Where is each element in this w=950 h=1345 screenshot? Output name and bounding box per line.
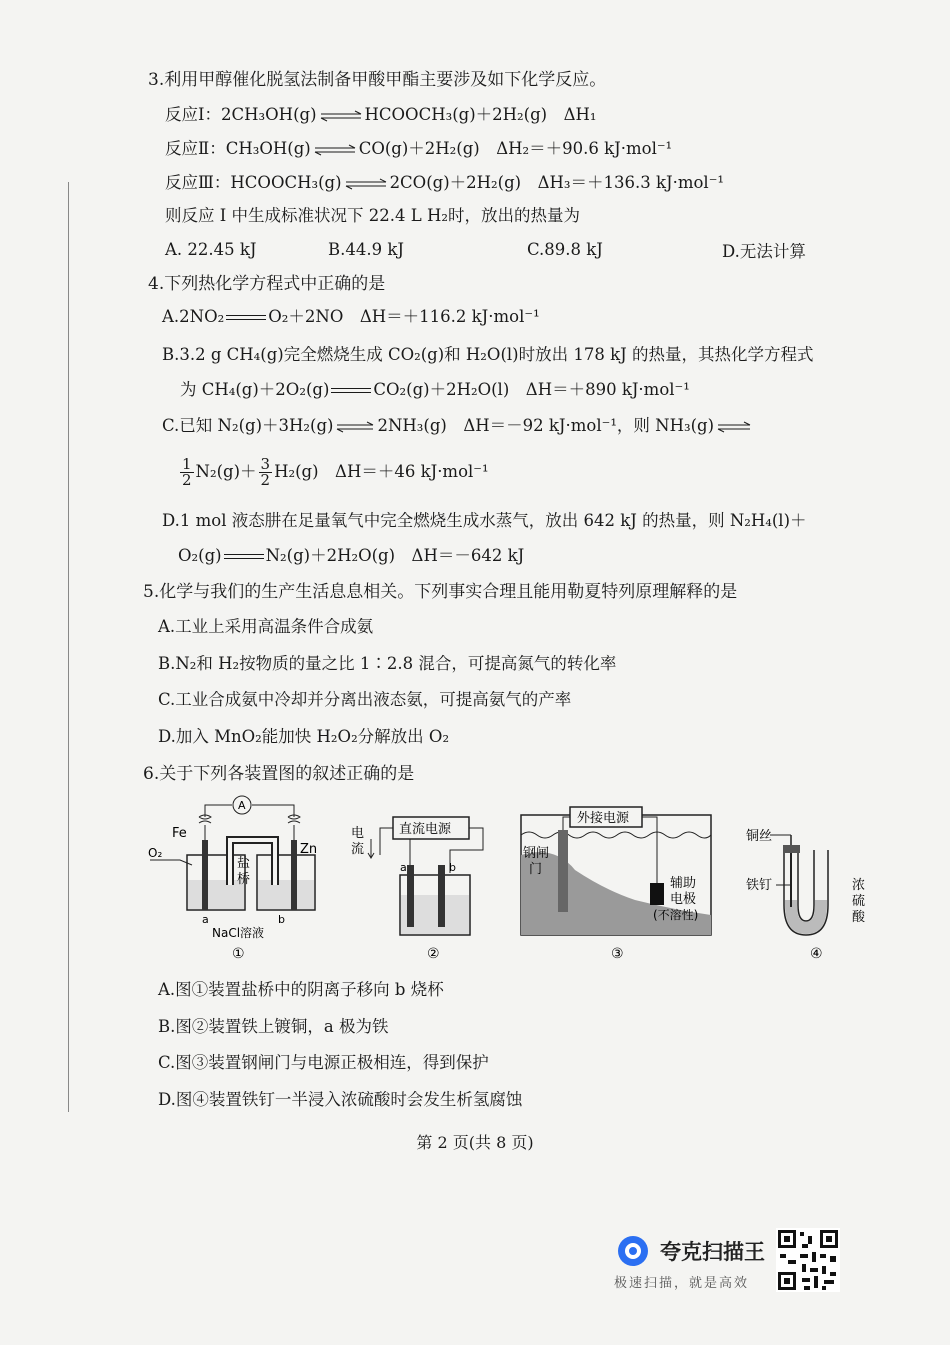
q6-option-b: B.图②装置铁上镀铜，a 极为铁: [158, 1017, 389, 1036]
q6-title: 6.关于下列各装置图的叙述正确的是: [143, 764, 415, 784]
equals-sign-icon: [224, 552, 264, 562]
acid-label-1: 浓: [852, 878, 866, 893]
figure-4-utube: [740, 795, 880, 965]
dc-source-label: 直流电源: [399, 822, 452, 837]
q3-reaction-1: 反应Ⅰ：2CH₃OH(g) HCOOCH₃(g)＋2H₂(g) ΔH₁: [165, 105, 597, 124]
figure-2-caption: ②: [427, 946, 440, 962]
iron-nail-label: 铁钉: [746, 878, 773, 893]
zn-label: Zn: [300, 842, 318, 857]
page-footer: 第 2 页(共 8 页): [416, 1133, 534, 1152]
q3-option-d: D.无法计算: [722, 242, 806, 261]
q4-option-b-line1: B.3.2 g CH₄(g)完全燃烧生成 CO₂(g)和 H₂O(l)时放出 178 kJ 的热量，其热化学方程式: [162, 345, 814, 364]
q4-option-d-line2: O₂(g) N₂(g)＋2H₂O(g) ΔH＝－642 kJ: [178, 546, 525, 565]
q4-title: 4.下列热化学方程式中正确的是: [148, 274, 386, 294]
acid-label-2: 硫: [852, 894, 866, 909]
salt-bridge-label-2: 桥: [237, 872, 251, 887]
electrode-b-label: b: [449, 861, 456, 874]
current-label-1: 电: [351, 826, 365, 841]
gate-label-2: 门: [529, 862, 543, 877]
reversible-arrow-icon: [335, 421, 375, 433]
figure-3-caption: ③: [611, 946, 624, 962]
equals-sign-icon: [226, 313, 266, 323]
q3-reaction-2: 反应Ⅱ：CH₃OH(g) CO(g)＋2H₂(g) ΔH₂＝＋90.6 kJ·mol⁻¹: [165, 139, 673, 158]
q3-option-b: B.44.9 kJ: [328, 240, 404, 259]
q5-option-c: C.工业合成氨中冷却并分离出液态氨，可提高氨气的产率: [158, 690, 572, 709]
reversible-arrow-icon: [313, 144, 357, 156]
salt-bridge-label-1: 盐: [237, 856, 251, 871]
watermark-slogan: 极速扫描，就是高效: [614, 1276, 750, 1291]
solution-label: NaCl溶液: [212, 926, 265, 940]
o2-label: O₂: [148, 846, 163, 860]
figure-3-sacrificial-protection: [515, 795, 715, 965]
q4-option-c-line2: $\frac{1}{2}$ N₂(g)＋ $\frac{3}{2}$ H₂(g) ΔH＝＋46 kJ·mol⁻¹: [182, 455, 489, 489]
figure-4-caption: ④: [810, 946, 823, 962]
q4-option-b-line2: 为 CH₄(g)＋2O₂(g) CO₂(g)＋2H₂O(l) ΔH＝＋890 kJ·mol⁻¹: [180, 380, 690, 399]
equals-sign-icon: [331, 386, 371, 396]
gate-label-1: 钢闸: [523, 846, 550, 861]
fe-label: Fe: [172, 826, 187, 841]
copper-wire-label: 铜丝: [746, 829, 773, 844]
watermark-name: 夸克扫描王: [660, 1240, 765, 1264]
q5-title: 5.化学与我们的生产生活息息相关。下列事实合理且能用勒夏特列原理解释的是: [143, 582, 738, 602]
electrode-a-label: a: [400, 861, 407, 874]
electrode-a-label: a: [202, 913, 209, 926]
q3-stem: 则反应 Ⅰ 中生成标准状况下 22.4 L H₂时，放出的热量为: [165, 206, 580, 225]
electrode-b-label: b: [278, 913, 285, 926]
external-source-label: 外接电源: [577, 811, 630, 826]
margin-line: [68, 182, 69, 1112]
figure-1-galvanic-cell: [140, 795, 330, 965]
quark-logo-icon: [616, 1234, 650, 1268]
q4-option-d-line1: D.1 mol 液态肼在足量氧气中完全燃烧生成水蒸气，放出 642 kJ 的热量，则 N₂H₄(l)＋: [162, 511, 807, 530]
q5-option-b: B.N₂和 H₂按物质的量之比 1∶2.8 混合，可提高氮气的转化率: [158, 654, 617, 673]
q6-option-a: A.图①装置盐桥中的阴离子移向 b 烧杯: [158, 980, 444, 999]
q4-option-c-line1: C.已知 N₂(g)＋3H₂(g) 2NH₃(g) ΔH＝－92 kJ·mol⁻¹，则 NH₃(g): [162, 414, 754, 438]
ammeter-label: A: [238, 799, 246, 812]
q6-option-c: C.图③装置钢闸门与电源正极相连，得到保护: [158, 1053, 489, 1072]
figure-2-electroplating: [345, 795, 485, 965]
reversible-arrow-icon: [344, 178, 388, 190]
aux-electrode-label-3: (不溶性): [653, 908, 699, 922]
current-label-2: 流: [351, 842, 365, 857]
reversible-arrow-icon: [716, 421, 752, 433]
aux-electrode-label-1: 辅助: [670, 876, 697, 891]
q3-option-a: A. 22.45 kJ: [165, 240, 257, 259]
acid-label-3: 酸: [852, 910, 866, 925]
q4-option-a: A.2NO₂ O₂＋2NO ΔH＝＋116.2 kJ·mol⁻¹: [162, 307, 540, 326]
q6-option-d: D.图④装置铁钉一半浸入浓硫酸时会发生析氢腐蚀: [158, 1090, 523, 1109]
q3-option-c: C.89.8 kJ: [527, 240, 603, 259]
reversible-arrow-icon: [319, 110, 363, 122]
q3-reaction-3: 反应Ⅲ：HCOOCH₃(g) 2CO(g)＋2H₂(g) ΔH₃＝＋136.3 kJ·mol⁻¹: [165, 173, 725, 192]
q3-title: 3.利用甲醇催化脱氢法制备甲酸甲酯主要涉及如下化学反应。: [148, 70, 607, 90]
fraction-three-halves: $\frac{3}{2}$: [260, 455, 271, 489]
fraction-one-half: $\frac{1}{2}$: [182, 455, 192, 489]
q5-option-a: A.工业上采用高温条件合成氨: [158, 617, 374, 636]
qr-code-icon: [776, 1228, 840, 1292]
figure-1-caption: ①: [232, 946, 245, 962]
aux-electrode-label-2: 电极: [670, 892, 697, 907]
q5-option-d: D.加入 MnO₂能加快 H₂O₂分解放出 O₂: [158, 727, 450, 746]
